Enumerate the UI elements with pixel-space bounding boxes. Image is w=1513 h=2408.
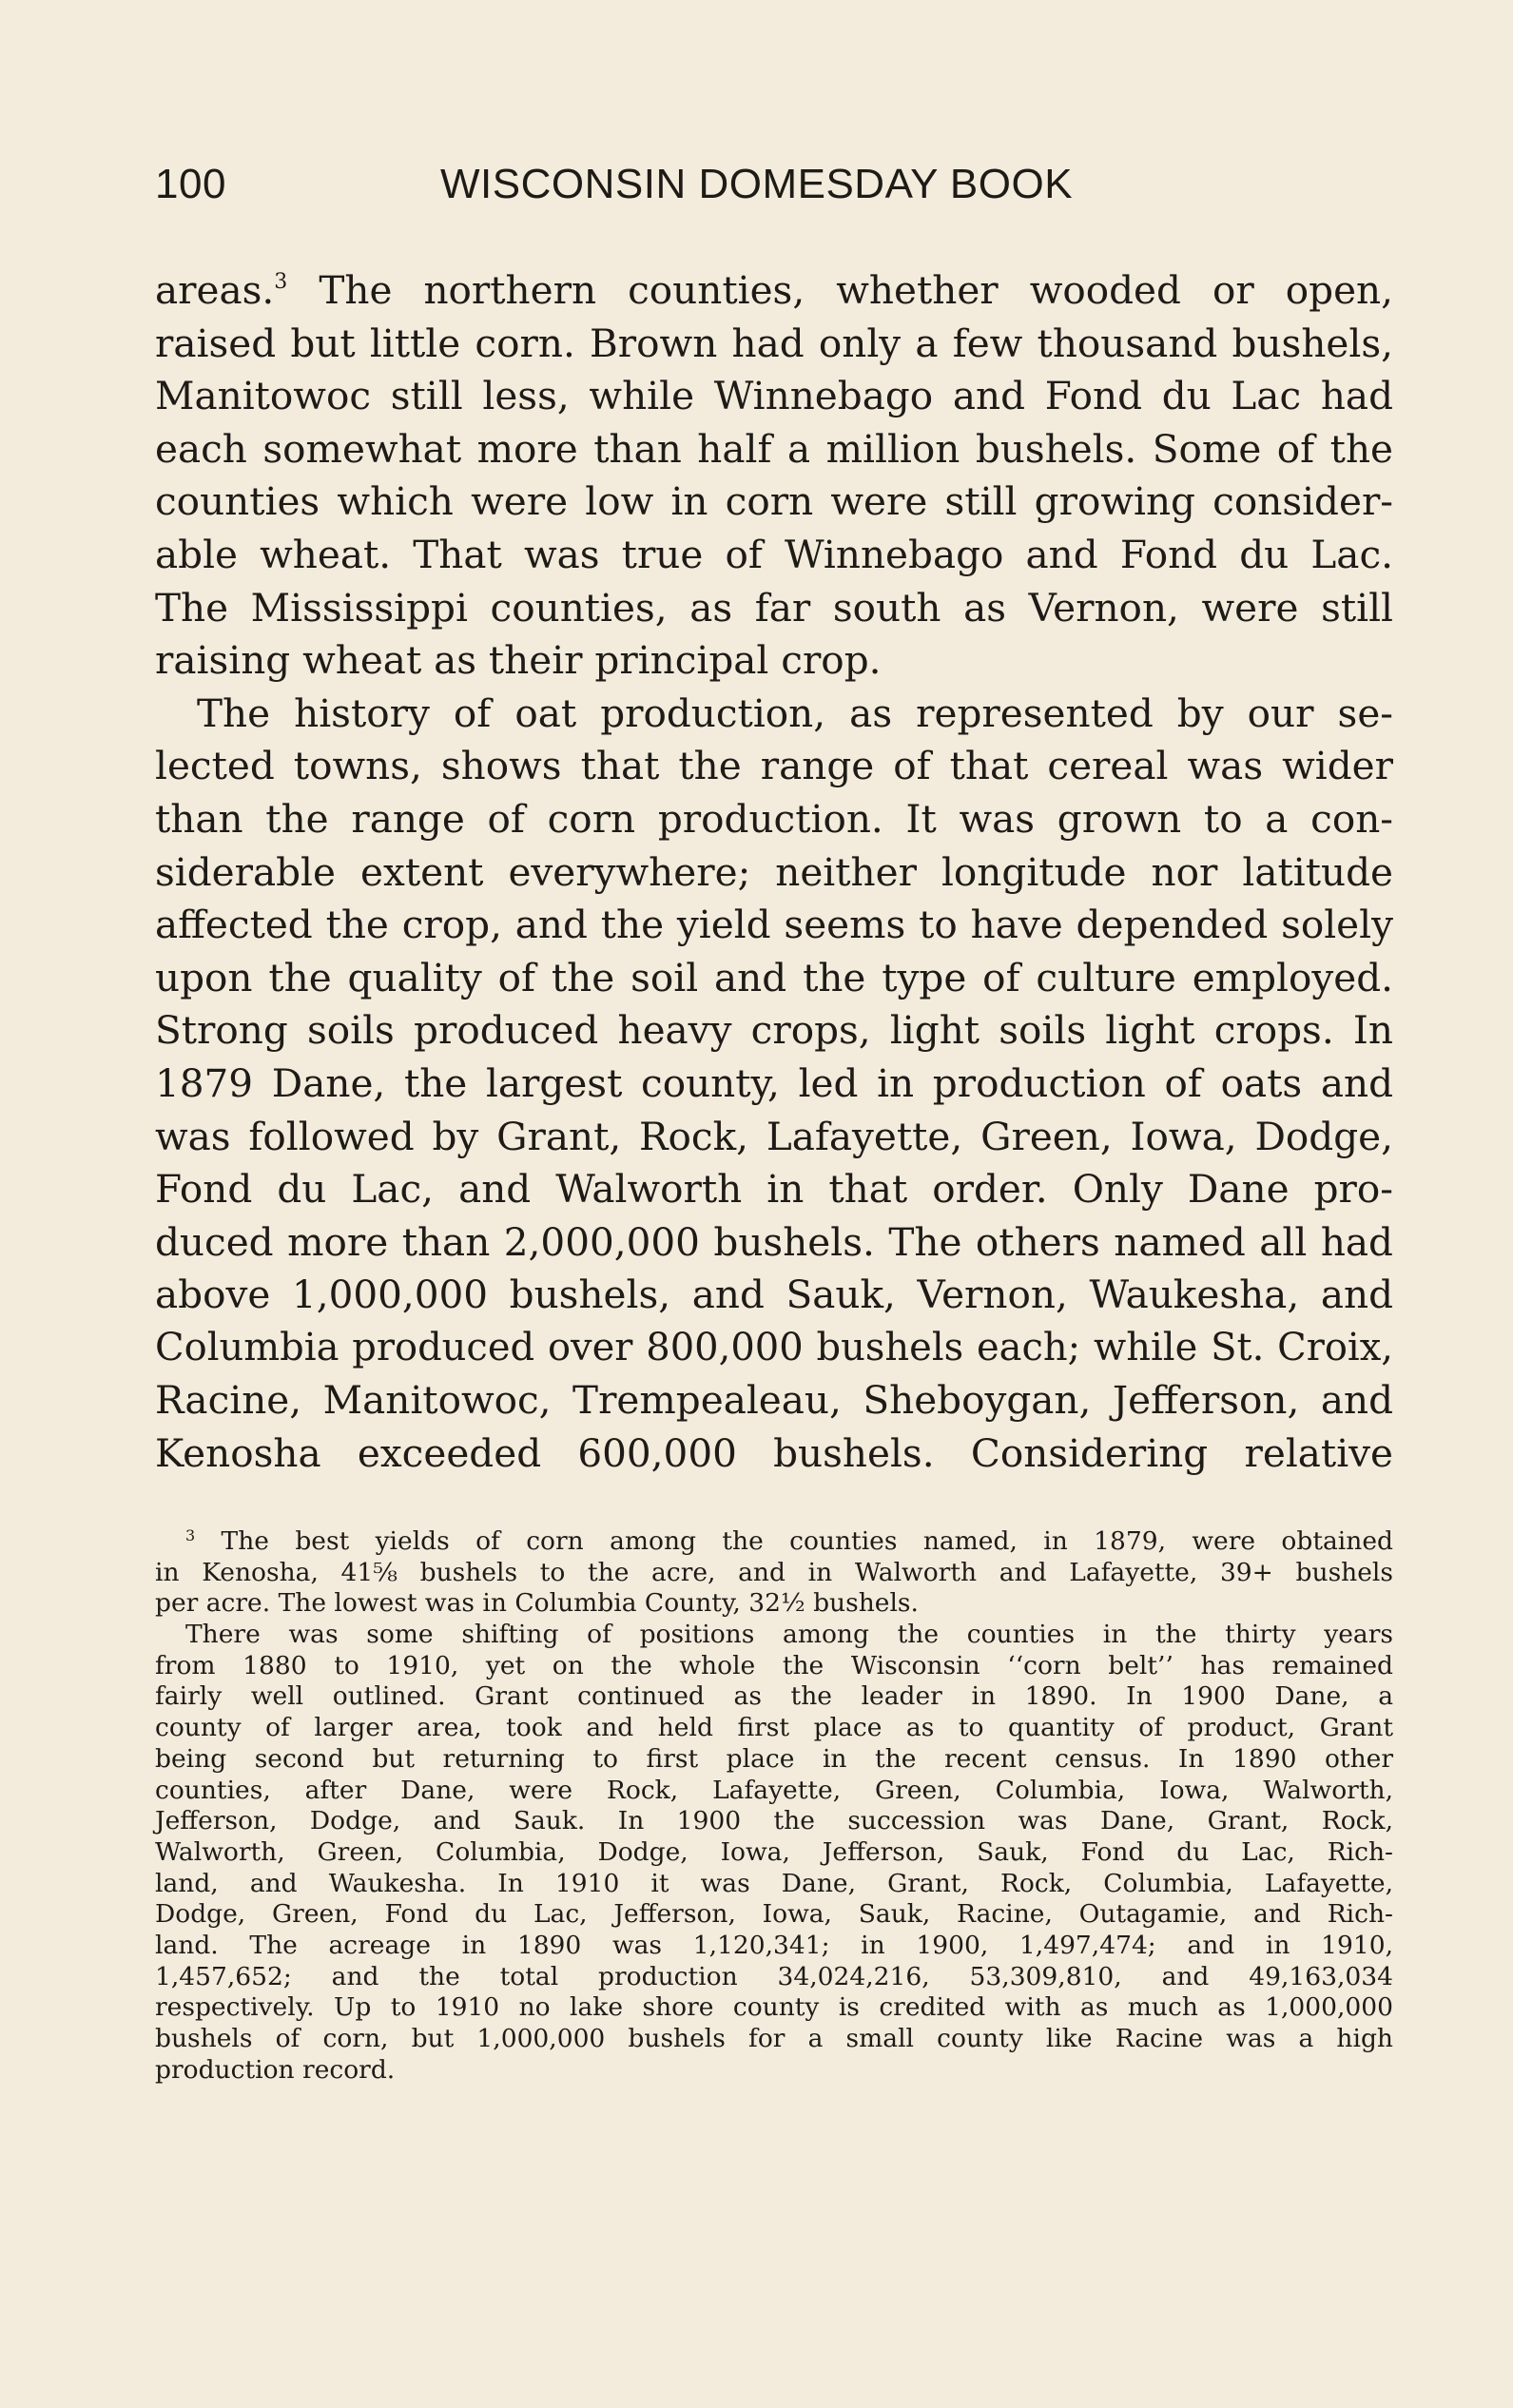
- text-line: Manitowoc still less, while Winnebago and Fond du Lac had: [155, 373, 1393, 419]
- text-line: Racine, Manitowoc, Trempealeau, Sheboygan, Jefferson, and: [155, 1377, 1393, 1424]
- text-line: The Mississippi counties, as far south as Vernon, were still: [155, 584, 1393, 631]
- text-line: [155, 264, 1393, 318]
- text-line: Fond du Lac, and Walworth in that order. Only Dane pro-: [155, 1166, 1393, 1213]
- footnote-line: fairly well outlined. Grant continued as the leader in 1890. In 1900 Dane, a: [155, 1681, 1393, 1712]
- text-line: raising wheat as their principal crop.: [155, 637, 882, 684]
- footnote-line: Walworth, Green, Columbia, Dodge, Iowa, Jefferson, Sauk, Fond du Lac, Rich-: [155, 1836, 1393, 1867]
- paragraph-corn: [155, 264, 1393, 688]
- footnote-line: There was some shifting of positions among the counties in the thirty years: [185, 1620, 1393, 1650]
- text-line: siderable extent everywhere; neither longitude nor latitude: [155, 848, 1393, 895]
- footnote-line-text: The best yields of corn among the counties named, in 1879, were obtained: [221, 1526, 1393, 1556]
- footnote-line: [155, 1526, 1393, 1558]
- text-line: raised but little corn. Brown had only a few thousand bushels,: [155, 320, 1393, 366]
- footnote-line: in Kenosha, 41⅝ bushels to the acre, and in Walworth and Lafayette, 39+ bushels: [155, 1557, 1393, 1587]
- footnote-line: from 1880 to 1910, yet on the whole the Wisconsin ‘‘corn belt’’ has remained: [155, 1650, 1393, 1680]
- text-line: The history of oat production, as represented by our se-: [197, 689, 1393, 736]
- footnote-line: counties, after Dane, were Rock, Lafayette, Green, Columbia, Iowa, Walworth,: [155, 1775, 1393, 1805]
- text-line: Columbia produced over 800,000 bushels each; while St. Croix,: [155, 1325, 1393, 1369]
- body-text: [155, 264, 1393, 1481]
- footnote-line: county of larger area, took and held first place as to quantity of product, Grant: [155, 1713, 1393, 1743]
- text-line: each somewhat more than half a million bushels. Some of the: [155, 425, 1393, 472]
- page-number: 100: [155, 161, 226, 207]
- running-head: [155, 156, 1410, 213]
- text-line: than the range of corn production. It was grown to a con-: [155, 795, 1393, 842]
- text-line: Strong soils produced heavy crops, light soils light crops. In: [155, 1007, 1393, 1054]
- footnote-line: 1,457,652; and the total production 34,024,216, 53,309,810, and 49,163,034: [155, 1961, 1393, 1991]
- text-line: counties which were low in corn were still growing consider-: [155, 478, 1393, 525]
- footnote-line: Jefferson, Dodge, and Sauk. In 1900 the succession was Dane, Grant, Rock,: [155, 1806, 1393, 1836]
- footnotes: [155, 1526, 1393, 2086]
- footnote-line: Dodge, Green, Fond du Lac, Jefferson, Iowa, Sauk, Racine, Outagamie, and Rich-: [155, 1899, 1393, 1930]
- footnote-line: bushels of corn, but 1,000,000 bushels for a small county like Racine was a high: [155, 2024, 1393, 2053]
- footnote-line: land. The acreage in 1890 was 1,120,341; in 1900, 1,497,474; and in 1910,: [155, 1930, 1393, 1960]
- footnote-paragraph: [155, 1526, 1393, 1620]
- footnote-line: production record.: [155, 2054, 396, 2085]
- text-line: 1879 Dane, the largest county, led in production of oats and: [155, 1059, 1393, 1106]
- text-line: upon the quality of the soil and the type of culture employed.: [155, 954, 1393, 1000]
- footnote-line: per acre. The lowest was in Columbia County, 32½ bushels.: [155, 1588, 919, 1619]
- text-line: affected the crop, and the yield seems to have depended solely: [155, 902, 1393, 948]
- footnote-reference: 3: [274, 270, 288, 294]
- text-line-rest: The northern counties, whether wooded or open,: [319, 267, 1394, 313]
- paragraph-oats: [155, 688, 1393, 1481]
- footnote-line: land, and Waukesha. In 1910 it was Dane, Grant, Rock, Columbia, Lafayette,: [155, 1868, 1393, 1898]
- running-title: WISCONSIN DOMESDAY BOOK: [440, 161, 1074, 207]
- text-line: lected towns, shows that the range of that cereal was wider: [155, 743, 1393, 789]
- text-line: was followed by Grant, Rock, Lafayette, Green, Iowa, Dodge,: [155, 1113, 1393, 1159]
- text-line: above 1,000,000 bushels, and Sauk, Vernon, Waukesha, and: [155, 1272, 1393, 1318]
- text-line-start: areas.: [155, 267, 275, 313]
- footnote-line: being second but returning to first place in the recent census. In 1890 other: [155, 1743, 1393, 1774]
- text-line: able wheat. That was true of Winnebago and Fond du Lac.: [155, 531, 1393, 577]
- footnote-marker: 3: [185, 1526, 196, 1544]
- text-line: Kenosha exceeded 600,000 bushels. Considering relative: [155, 1430, 1393, 1477]
- text-line: duced more than 2,000,000 bushels. The others named all had: [155, 1218, 1393, 1265]
- footnote-paragraph: [155, 1620, 1393, 2086]
- footnote-line: respectively. Up to 1910 no lake shore county is credited with as much as 1,000,000: [155, 1992, 1393, 2023]
